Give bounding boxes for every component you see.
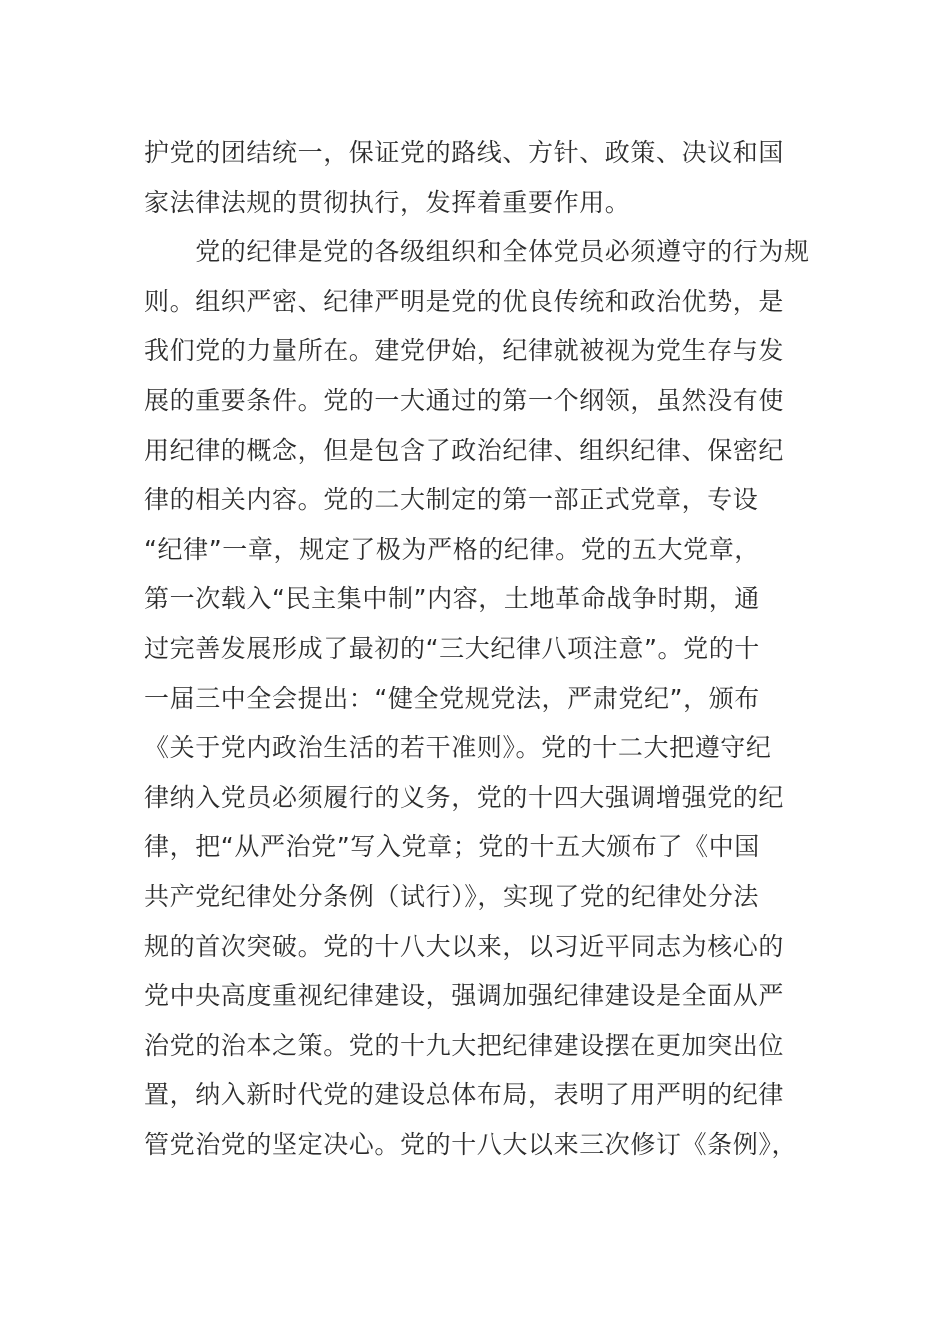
- text-line: 党中央高度重视纪律建设，强调加强纪律建设是全面从严: [144, 981, 785, 1011]
- text-line: 党的纪律是党的各级组织和全体党员必须遵守的行为规: [144, 237, 810, 267]
- text-line: 过完善发展形成了最初的“三大纪律八项注意”。党的十: [144, 633, 760, 663]
- text-line: 共产党纪律处分条例（试行）》，实现了党的纪律处分法: [144, 881, 760, 911]
- text-line: 用纪律的概念，但是包含了政治纪律、组织纪律、保密纪: [144, 435, 785, 465]
- text-line: 第一次载入“民主集中制”内容，土地革命战争时期，通: [144, 584, 760, 614]
- text-line: 则。组织严密、纪律严明是党的优良传统和政治优势，是: [144, 286, 785, 316]
- text-line: 律的相关内容。党的二大制定的第一部正式党章，专设: [144, 485, 759, 515]
- text-line: 律纳入党员必须履行的义务，党的十四大强调增强党的纪: [144, 782, 785, 812]
- text-line: 家法律法规的贯彻执行，发挥着重要作用。: [144, 187, 631, 217]
- text-line: “纪律”一章，规定了极为严格的纪律。党的五大党章，: [144, 534, 760, 564]
- body-text: [144, 128, 824, 1169]
- text-line: 《关于党内政治生活的若干准则》。党的十二大把遵守纪: [144, 733, 772, 763]
- text-line: 护党的团结统一，保证党的路线、方针、政策、决议和国: [144, 138, 785, 167]
- text-line: 管党治党的坚定决心。党的十八大以来三次修订《条例》，: [144, 1129, 798, 1159]
- text-line: 治党的治本之策。党的十九大把纪律建设摆在更加突出位: [144, 1030, 785, 1060]
- text-line: 展的重要条件。党的一大通过的第一个纲领，虽然没有使: [144, 385, 785, 415]
- text-line: 一届三中全会提出：“健全党规党法，严肃党纪”，颁布: [144, 683, 760, 713]
- text-line: 置，纳入新时代党的建设总体布局，表明了用严明的纪律: [144, 1080, 785, 1110]
- text-line: 我们党的力量所在。建党伊始，纪律就被视为党生存与发: [144, 336, 785, 366]
- text-line: 规的首次突破。党的十八大以来，以习近平同志为核心的: [144, 931, 785, 961]
- text-line: 律，把“从严治党”写入党章；党的十五大颁布了《中国: [144, 832, 760, 862]
